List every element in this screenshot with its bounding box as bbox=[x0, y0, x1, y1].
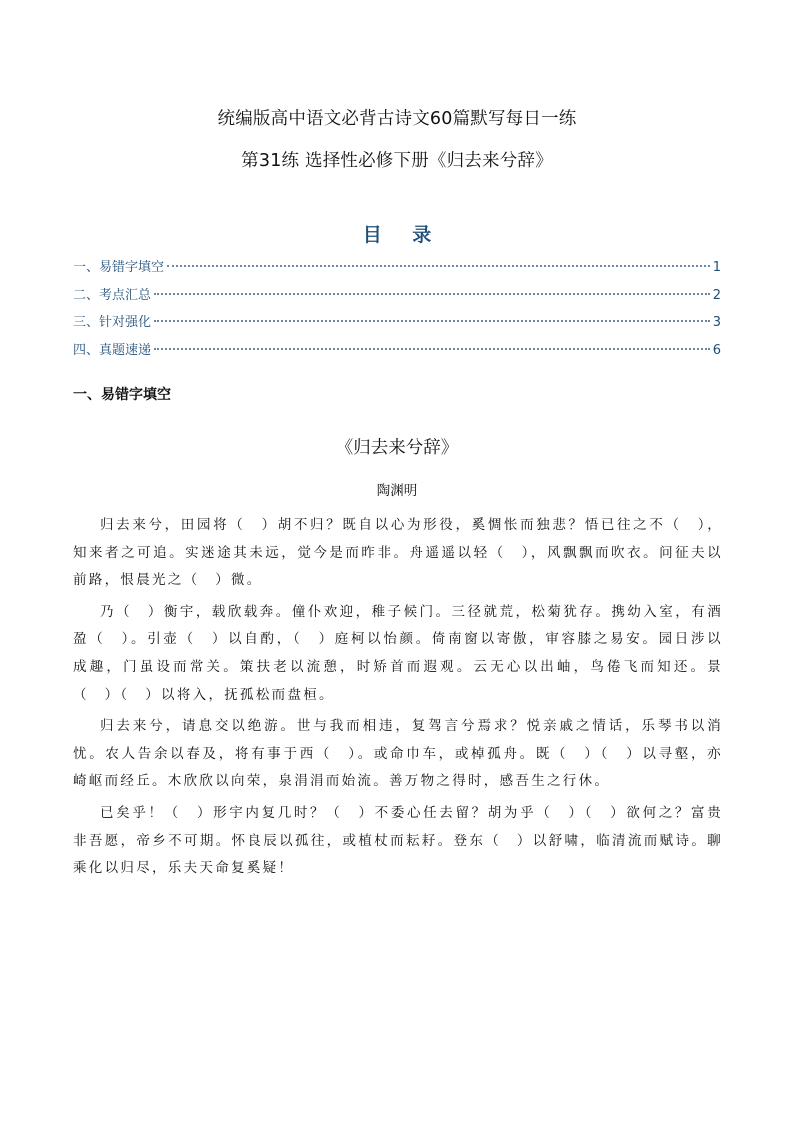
toc-item-label[interactable]: 三、针对强化 bbox=[73, 315, 152, 330]
toc-item-4[interactable] bbox=[73, 339, 721, 367]
toc-leader-dots bbox=[154, 320, 710, 322]
toc-leader-dots bbox=[167, 265, 710, 267]
poem-title: 《归去来兮辞》 bbox=[335, 438, 459, 458]
poem-paragraph-3: 归去来兮，请息交以绝游。世与我而相违，复驾言兮焉求？悦亲戚之情话，乐琴书以消忧。农人告余以春及，将有事于西（ ）。或命巾车，或棹孤舟。既（ ）（ ）以寻壑，亦崎岖而经丘。木欣欣以向荣，泉涓涓而始流。善万物之得时，感吾生之行休。 bbox=[73, 718, 723, 790]
poem-paragraph-1: 归去来兮，田园将（ ）胡不归？既自以心为形役，奚惆怅而独悲？悟已往之不（ ），知来者之可追。实迷途其未远，觉今是而昨非。舟遥遥以轻（ ），风飘飘而吹衣。问征夫以前路，恨晨光之（ ）微。 bbox=[73, 517, 723, 589]
toc-leader-dots bbox=[154, 348, 710, 350]
poem-paragraph-2: 乃（ ）衡宇，载欣载奔。僮仆欢迎，稚子候门。三径就荒，松菊犹存。携幼入室，有酒盈（ ）。引壶（ ）以自酌，（ ）庭柯以怡颜。倚南窗以寄傲，审容膝之易安。园日涉以成趣，门虽设而常关。策扶老以流憩，时矫首而遐观。云无心以出岫，鸟倦飞而知还。景（ ）（ ）以将入，抚孤松而盘桓。 bbox=[73, 603, 723, 703]
document-subtitle: 第31练 选择性必修下册《归去来兮辞》 bbox=[241, 151, 553, 171]
section-heading: 一、易错字填空 bbox=[73, 387, 171, 403]
poem-author: 陶渊明 bbox=[376, 483, 418, 499]
toc-item-page[interactable]: 6 bbox=[712, 342, 721, 358]
toc-item-3[interactable] bbox=[73, 311, 721, 339]
toc-item-2[interactable] bbox=[73, 284, 721, 312]
table-of-contents bbox=[73, 256, 721, 366]
poem-paragraph-4: 已矣乎！（ ）形宇内复几时？（ ）不委心任去留？胡为乎（ ）（ ）欲何之？富贵非吾愿，帝乡不可期。怀良辰以孤往，或植杖而耘耔。登东（ ）以舒啸，临清流而赋诗。聊乘化以归尽，乐夫天命复奚疑！ bbox=[73, 804, 723, 877]
toc-heading: 目 录 bbox=[362, 224, 444, 246]
toc-item-1[interactable] bbox=[73, 256, 721, 284]
toc-item-label[interactable]: 一、易错字填空 bbox=[73, 260, 165, 275]
toc-item-label[interactable]: 四、真题速递 bbox=[73, 342, 152, 358]
toc-item-label[interactable]: 二、考点汇总 bbox=[73, 287, 152, 303]
toc-item-page[interactable]: 3 bbox=[712, 315, 721, 330]
toc-item-page[interactable]: 2 bbox=[712, 287, 721, 303]
toc-leader-dots bbox=[154, 293, 710, 295]
poem-body bbox=[73, 512, 723, 887]
toc-item-page[interactable]: 1 bbox=[712, 260, 721, 275]
document-title: 统编版高中语文必背古诗文60篇默写每日一练 bbox=[217, 109, 577, 129]
